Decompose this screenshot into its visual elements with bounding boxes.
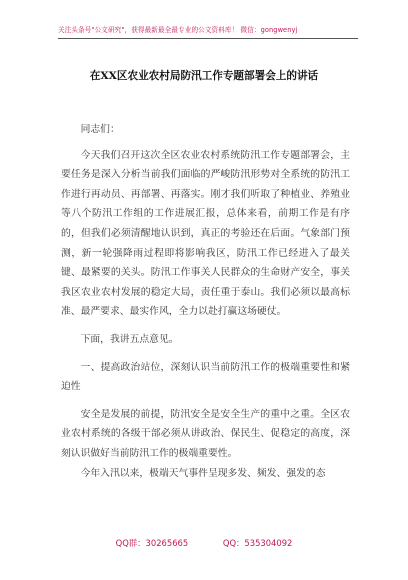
paragraph: 今天我们召开这次全区农业农村系统防汛工作专题部署会，主要任务是深入分析当前我们面临的严峻防汛形势对全系统的防汛工作进行再动员、再部署、再落实。刚才我们听取了种植业、养殖业等八个防汛工作组的工作进展汇报，总体来看，前期工作是有序的，但我们必须清醒地认识到，真正的考验还在后面。气象部门预测，新一轮强降雨过程即将影响我区，防汛工作已经进入了最关键、最紧要的关头。防汛工作事关人民群众的生命财产安全，事关我区农业农村发展的稳定大局，责任重于泰山。我们必须以最高标准、最严要求、最实作风，全力以赴打赢这场硬仗。 (61, 149, 350, 318)
salutation: 同志们： (80, 124, 120, 135)
section-heading: 一、提高政治站位，深刻认识当前防汛工作的极端重要性和紧迫性 (61, 361, 350, 393)
header-banner: 关注头条号"公文研究"，获得最新最全最专业的公文资料库！ 微信：gongwenyj (58, 26, 298, 34)
paragraph: 下面，我讲五点意见。 (80, 333, 179, 345)
paragraph: 安全是发展的前提，防汛安全是安全生产的重中之重。全区农业农村系统的各级干部必须从讲政治、保民生、促稳定的高度，深刻认识做好当前防汛工作的极端重要性。 (61, 408, 350, 459)
footer-qq: QQ：535304092 (222, 538, 293, 548)
footer-qq-group: QQ群：30265665 (115, 538, 189, 548)
header-divider (58, 38, 358, 39)
document-title: 在XX区农业农村局防汛工作专题部署会上的讲话 (89, 70, 319, 82)
document-body (61, 120, 350, 483)
footer-contact (0, 537, 408, 549)
paragraph: 今年入汛以来，极端天气事件呈现多发、频发、强发的态 (80, 467, 326, 479)
